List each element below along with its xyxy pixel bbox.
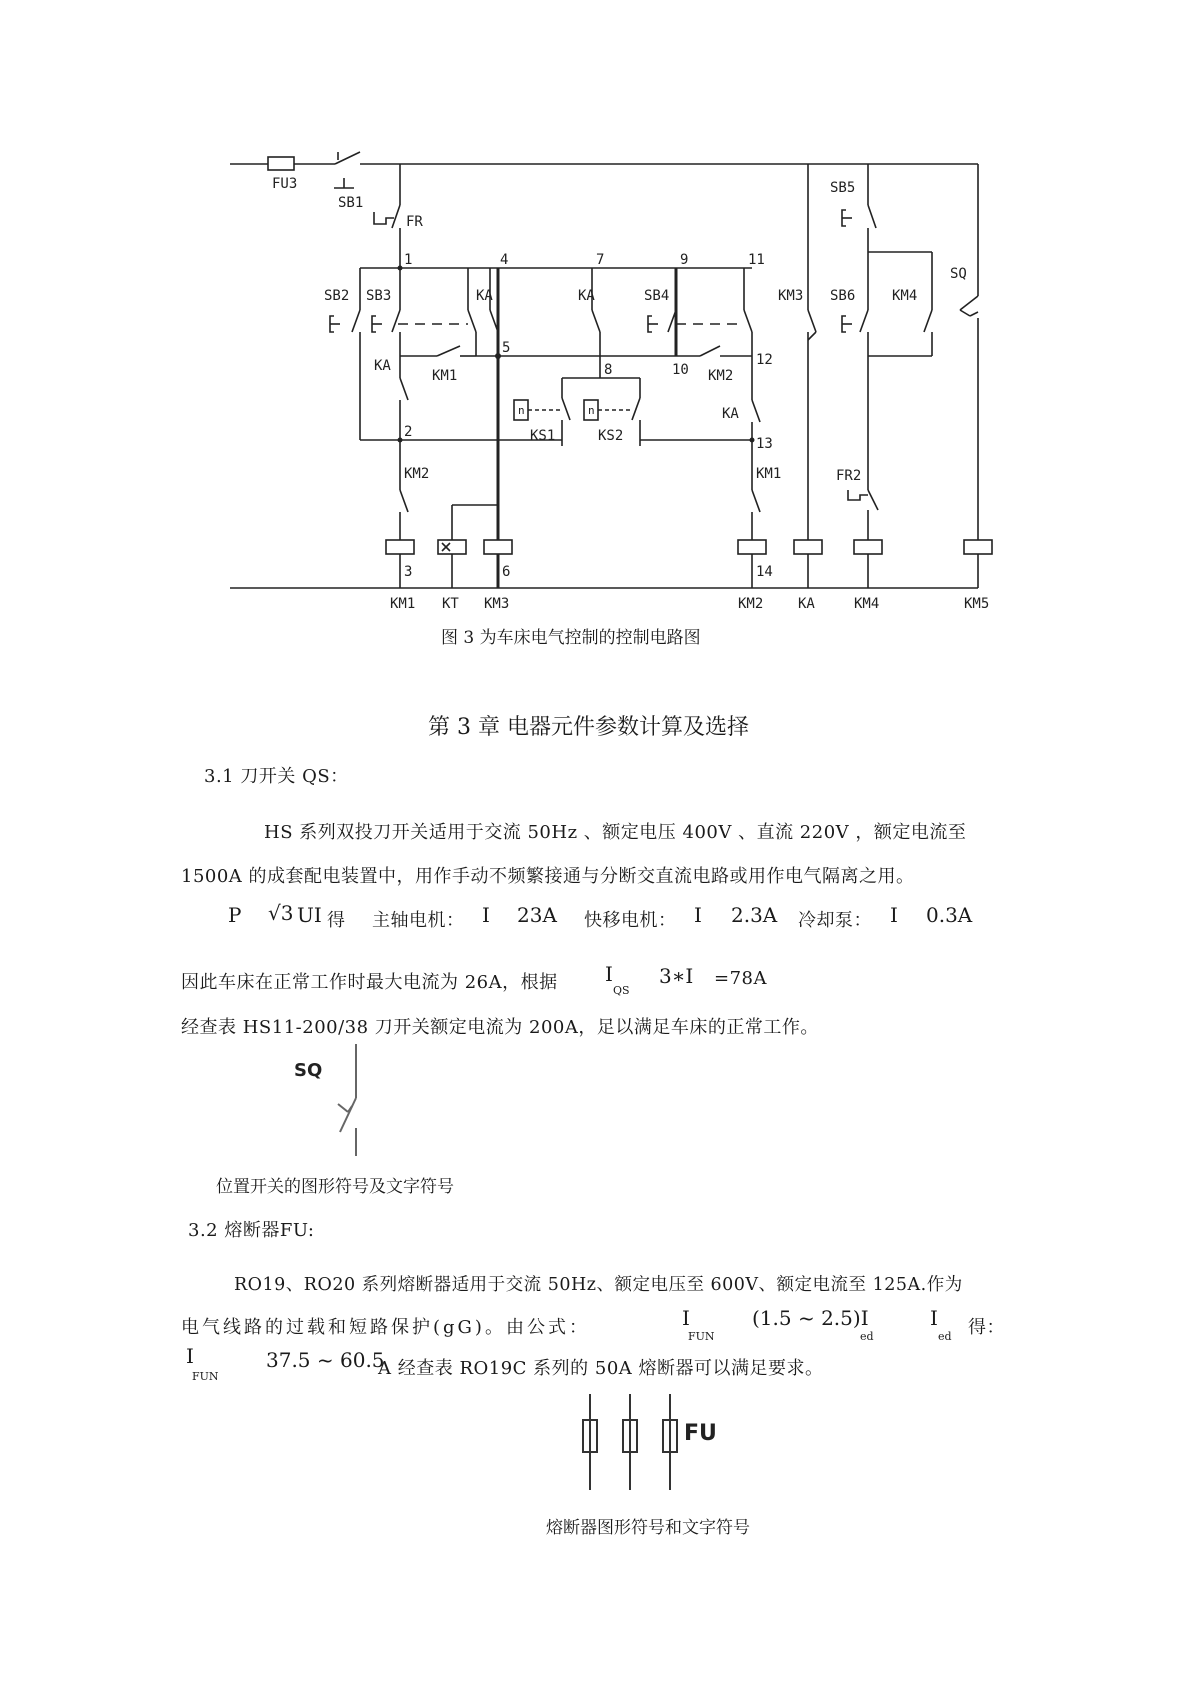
node-11: 11 [748,252,765,268]
node-8: 8 [604,362,613,378]
formula-sqrt: √3 [268,901,294,925]
coil-km1-label: KM1 [390,596,416,612]
sec32-line3-sub: FUN [192,1370,219,1383]
chapter-title: 第 3 章 电器元件参数计算及选择 [428,715,749,740]
formula-main-val: 23A [517,903,557,927]
position-switch-caption: 位置开关的图形符号及文字符号 [216,1177,454,1197]
sq-symbol-label: SQ [294,1060,323,1081]
section-3-2-heading: 3.2 熔断器FU: [188,1220,315,1241]
coil-km5-label: KM5 [964,596,990,612]
sec32-line2-text: 电气线路的过载和短路保护(gG)。由公式： [181,1317,590,1338]
label-km1-interlock: KM1 [756,466,782,482]
label-sb3: SB3 [366,288,392,304]
sec31-para3: 经查表 HS11-200/38 刀开关额定电流为 200A，足以满足车床的正常工作。 [181,1017,819,1038]
sec32-line3-rest: A 经查表 RO19C 系列的 50A 熔断器可以满足要求。 [378,1358,824,1379]
coil-ka-label: KA [798,596,815,612]
sec32-line2-sub2: ed [860,1330,874,1343]
position-switch-symbol [280,1040,400,1170]
node-5: 5 [502,340,511,356]
sec31-para2-rest: 3∗I [659,964,694,988]
label-km1-aux: KM1 [432,368,458,384]
coil-km2-label: KM2 [738,596,764,612]
formula-cool-label: 冷却泵： [798,910,872,931]
label-ka-2: KA [578,288,595,304]
label-ka-4: KA [722,406,739,422]
label-sb6: SB6 [830,288,856,304]
formula-fast-val: 2.3A [731,903,778,927]
sec32-line2-i: I [682,1306,690,1330]
section-3-1-heading: 3.1 刀开关 QS： [204,766,349,787]
formula-main-i: I [482,903,490,927]
sec31-para2-eq: =78A [714,968,767,989]
formula-fast-label: 快移电机： [584,910,677,931]
label-km2-aux: KM2 [708,368,734,384]
label-km4: KM4 [892,288,918,304]
coil-km4-label: KM4 [854,596,880,612]
fu-symbol-label: FU [684,1421,717,1446]
node-3: 3 [404,564,413,580]
label-ka-1: KA [476,288,493,304]
ks1-n-mark: n [518,404,525,417]
control-circuit-diagram [0,0,1191,640]
label-ks2: KS2 [598,428,624,444]
node-13: 13 [756,436,773,452]
coil-km3-label: KM3 [484,596,510,612]
sec32-line2-de: 得： [968,1317,1005,1338]
node-7: 7 [596,252,605,268]
formula-cool-i: I [890,903,898,927]
node-2: 2 [404,424,413,440]
node-1: 1 [404,252,413,268]
sec32-line2-range: (1.5 ~ 2.5)I [752,1306,869,1330]
label-sb2: SB2 [324,288,350,304]
coil-kt-label: KT [442,596,459,612]
node-14: 14 [756,564,773,580]
label-km2-interlock: KM2 [404,466,430,482]
sec32-line3-range: 37.5 ~ 60.5 [266,1348,385,1372]
node-12: 12 [756,352,773,368]
sec31-para1-line2: 1500A 的成套配电装置中，用作手动不频繁接通与分断交直流电路或用作电气隔离之用。 [181,866,915,887]
node-6: 6 [502,564,511,580]
node-4: 4 [500,252,509,268]
formula-main-label: 主轴电机： [372,910,465,931]
label-km3: KM3 [778,288,804,304]
label-sb1: SB1 [338,195,364,211]
sec31-para2-sub: QS [613,984,630,997]
label-sb5: SB5 [830,180,856,196]
sec31-para2-i: I [605,962,613,986]
fuse-symbol [570,1390,770,1500]
sec32-line2-sub3: ed [938,1330,952,1343]
sec31-para1-line1: HS 系列双投刀开关适用于交流 50Hz 、额定电压 400V 、直流 220V ，额定电流至 [264,822,967,843]
node-10: 10 [672,362,689,378]
sec31-para2-prefix: 因此车床在正常工作时最大电流为 26A，根据 [181,972,558,993]
sec32-line2-i2: I [930,1306,938,1330]
node-9: 9 [680,252,689,268]
formula-cool-val: 0.3A [926,903,973,927]
formula-fast-i: I [694,903,702,927]
label-ks1: KS1 [530,428,556,444]
label-sb4: SB4 [644,288,670,304]
formula-ui: UI [297,903,322,927]
label-fr2: FR2 [836,468,862,484]
ks2-n-mark: n [588,404,595,417]
sec32-para-line1: RO19、RO20 系列熔断器适用于交流 50Hz、额定电压至 600V、额定电流至 125A.作为 [234,1275,963,1295]
label-ka-3: KA [374,358,391,374]
formula-de: 得 [327,910,346,931]
label-fr: FR [406,214,423,230]
label-fu3: FU3 [272,176,298,192]
fuse-symbol-caption: 熔断器图形符号和文字符号 [546,1518,750,1538]
formula-p: P [228,903,242,927]
diagram-caption: 图 3 为车床电气控制的控制电路图 [441,628,701,648]
sec32-line3-i: I [186,1344,194,1368]
label-sq: SQ [950,266,967,282]
sec32-line2-sub1: FUN [688,1330,715,1343]
